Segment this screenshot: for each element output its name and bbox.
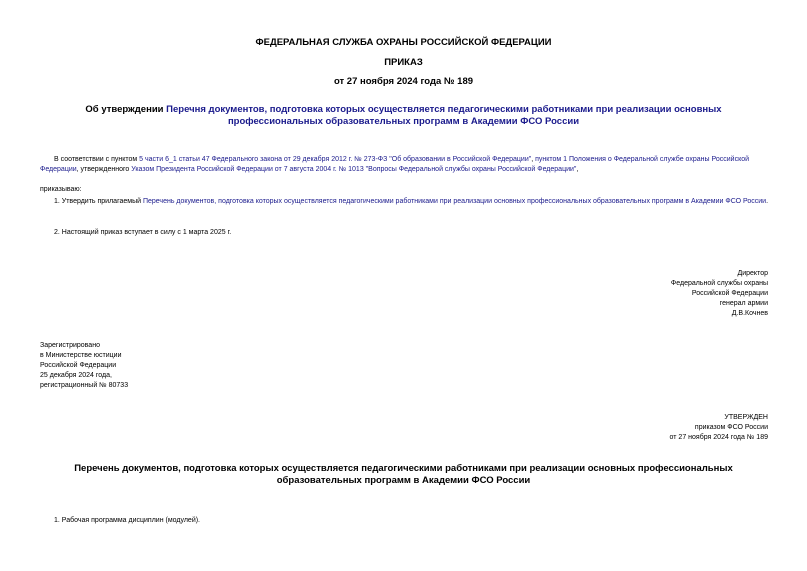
preamble-text-2: , xyxy=(531,156,536,163)
preamble-paragraph xyxy=(40,155,770,175)
agency-heading: ФЕДЕРАЛЬНАЯ СЛУЖБА ОХРАНЫ РОССИЙСКОЙ ФЕДЕРАЦИИ xyxy=(255,37,552,48)
registration-line-4: 25 декабря 2024 года, xyxy=(40,372,112,379)
preamble-link-decree[interactable]: Указом Президента Российской Федерации от 7 августа 2004 г. № 1013 "Вопросы Федеральной службы охраны Российской Федерации" xyxy=(131,166,577,173)
approved-line-1: УТВЕРЖДЕН xyxy=(724,414,768,421)
order-title xyxy=(50,104,757,128)
signature-line-5: Д.В.Кочнев xyxy=(731,310,768,317)
preamble-link-law[interactable]: 5 части 6_1 статьи 47 Федерального закона от 29 декабря 2012 г. № 273-ФЗ "Об образовании в Российской Федерации" xyxy=(139,156,532,163)
registration-block xyxy=(40,341,340,391)
item-1-link[interactable]: Перечень документов, подготовка которых осуществляется педагогическими работниками при реализации основных профессиональных образовательных программ в Академии ФСО России xyxy=(142,198,767,205)
approved-line-3: от 27 ноября 2024 года № 189 xyxy=(669,434,768,441)
preamble-text-1: В соответствии с пунктом xyxy=(54,156,140,163)
preamble-text-4: , xyxy=(576,166,579,173)
title-prefix: Об утверждении xyxy=(85,104,167,115)
registration-line-2: в Министерстве юстиции xyxy=(40,352,122,359)
signature-block xyxy=(468,269,768,319)
item-2-paragraph: 2. Настоящий приказ вступает в силу с 1 марта 2025 г. xyxy=(54,229,232,236)
registration-line-5: регистрационный № 80733 xyxy=(40,382,129,389)
signature-line-4: генерал армии xyxy=(719,300,768,307)
list-item-1: 1. Рабочая программа дисциплин (модулей). xyxy=(54,517,201,524)
item-1-paragraph xyxy=(40,197,770,207)
order-word: приказываю: xyxy=(40,186,82,193)
signature-line-3: Российской Федерации xyxy=(691,290,768,297)
title-link[interactable]: Перечня документов, подготовка которых осуществляется педагогическими работниками при реализации основных профессиональных образовательных программ в Академии ФСО России xyxy=(166,104,722,127)
preamble-link-regulation[interactable]: пунктом 1 Положения о Федеральной службе охраны Российской Федерации xyxy=(40,156,750,173)
registration-line-3: Российской Федерации xyxy=(40,362,117,369)
signature-line-2: Федеральной службы охраны xyxy=(670,280,768,287)
doc-type-heading: ПРИКАЗ xyxy=(384,57,423,68)
item-1-text: 1. Утвердить прилагаемый xyxy=(54,198,143,205)
approved-block xyxy=(468,413,768,443)
item-1-end: . xyxy=(766,198,769,205)
date-number-heading: от 27 ноября 2024 года № 189 xyxy=(333,76,474,87)
signature-line-1: Директор xyxy=(737,270,768,277)
approved-line-2: приказом ФСО России xyxy=(694,424,768,431)
preamble-text-3: , утвержденного xyxy=(76,166,132,173)
list-title: Перечень документов, подготовка которых осуществляется педагогическими работниками при реализации основных профессиональных образовательных программ в Академии ФСО России xyxy=(74,463,733,486)
registration-line-1: Зарегистрировано xyxy=(40,342,100,349)
